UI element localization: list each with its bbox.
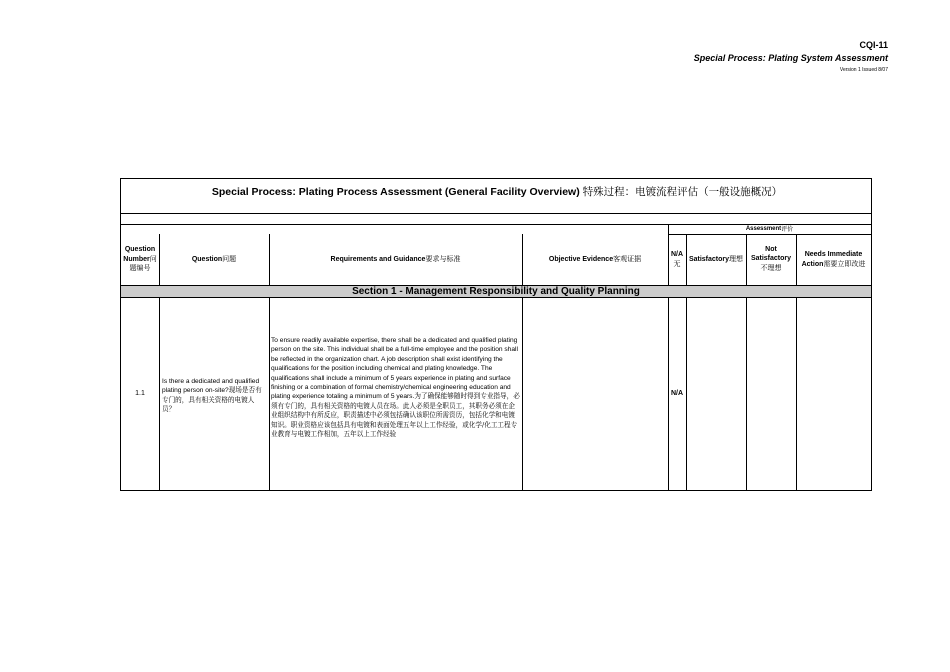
- section-header: Section 1 - Management Responsibility and Quality Planning: [121, 285, 871, 298]
- title-divider: [121, 213, 871, 214]
- not-satisfactory-cell[interactable]: [746, 298, 796, 490]
- column-header-needs-action: Needs Immediate Action需要立即改进: [801, 250, 866, 268]
- table-title: [121, 184, 873, 199]
- assessment-table: [120, 178, 872, 491]
- question-cell: Is there a dedicated and qualified plating person on-site?现场是否有专门的，具有相关资格的电镀人员？: [162, 378, 262, 414]
- satisfactory-cell[interactable]: [686, 298, 746, 490]
- evidence-cell[interactable]: [522, 298, 668, 490]
- column-header-na: N/A 无: [670, 250, 684, 268]
- assessment-group-header: Assessment 评价: [745, 225, 794, 233]
- table-title-cn: 特殊过程：电镀流程评估（一般设施概况）: [582, 186, 783, 198]
- na-cell[interactable]: N/A: [670, 389, 684, 397]
- column-header-satisfactory: Satisfactory理想: [688, 255, 744, 264]
- column-header-requirements: Requirements and Guidance要求与标准: [330, 255, 461, 264]
- requirements-cell: To ensure readily available expertise, there shall be a dedicated and qualified plating person on the site. This individual shall be a full-time employee and the position shall be reflected in the organization chart. A job description shall exist identifying the qualifications for the position including chemical and plating knowledge. The qualifications shall include a minimum of 5 years experience in plating and surface finishing or a combination of formal chemistry/chemical engineering education and plating experience totaling a minimum of 5 years.为了确保能够随时得到专业指导，必须有专门的，具有相关资格的电镀人员在场。此人必须是全职员工，其职务必须在企业组织结构中有所反应，职责描述中必须包括确认该职位所需资历，包括化学和电镀知识。职业资格应该包括具有电镀和表面处理五年以上工作经验，或化学/化工工程专业教育与电镀工作相加，五年以上工作经验: [271, 337, 520, 439]
- document-code: CQI-11: [859, 40, 888, 50]
- question-number-cell: 1.1: [135, 389, 145, 397]
- needs-action-cell[interactable]: [796, 298, 871, 490]
- column-header-not-satisfactory: Not Satisfactory 不理想: [750, 246, 792, 272]
- document-version: Version 1 Issued 8/07: [839, 67, 888, 73]
- document-title: Special Process: Plating System Assessment: [693, 53, 888, 63]
- column-header-number: Question Number问题编号: [123, 245, 157, 273]
- column-header-question: Question问题: [191, 255, 237, 264]
- column-header-evidence: Objective Evidence客观证据: [548, 255, 642, 264]
- table-title-en: Special Process: Plating Process Assessment (General Facility Overview): [211, 186, 580, 198]
